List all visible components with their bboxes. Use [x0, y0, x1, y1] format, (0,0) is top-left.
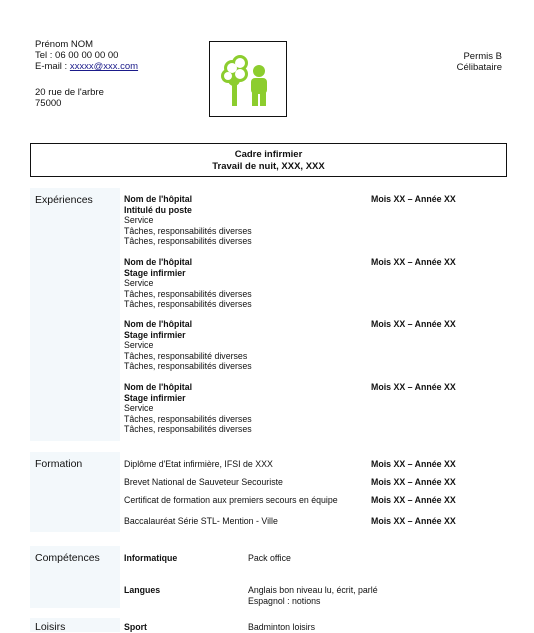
formation-item: Baccalauréat Série STL- Mention - Ville [124, 516, 278, 526]
address-block [35, 87, 104, 109]
formation-date: Mois XX – Année XX [371, 477, 456, 487]
permis: Permis B [463, 51, 502, 62]
experience-item: Nom de l'hôpital Stage infirmier Service Tâches, responsabilités diverses Tâches, responsabilités diverses [124, 257, 252, 309]
person-name: Prénom NOM [35, 39, 94, 50]
skill-value: Pack office [248, 553, 291, 563]
experiences-band [30, 188, 120, 441]
street: 20 rue de l'arbre [35, 87, 104, 98]
formation-date: Mois XX – Année XX [371, 495, 456, 505]
experience-item: Nom de l'hôpital Stage infirmier Service Tâches, responsabilités diverses Tâches, responsabilités diverses [124, 382, 252, 434]
formation-item: Brevet National de Sauveteur Secouriste [124, 477, 283, 487]
formation-item: Certificat de formation aux premiers secours en équipe [124, 495, 338, 505]
email-line: E-mail : xxxxx@xxx.com [35, 61, 139, 72]
formation-heading: Formation [35, 458, 83, 470]
skill-value: Anglais bon niveau lu, écrit, parlé Espagnol : notions [248, 585, 378, 606]
experiences-heading: Expériences [35, 194, 93, 206]
hobby-key: Sport [124, 622, 147, 632]
experience-date: Mois XX – Année XX [371, 319, 456, 329]
experience-item: Nom de l'hôpital Stage infirmier Service Tâches, responsabilité diverses Tâches, responsabilités diverses [124, 319, 252, 371]
marital-status: Célibataire [456, 62, 502, 73]
cv-subtitle: Travail de nuit, XXX, XXX [212, 160, 325, 172]
phone: Tel : 06 00 00 00 00 [35, 50, 119, 61]
postcode: 75000 [35, 98, 62, 109]
hobby-value: Badminton loisirs [248, 622, 315, 632]
skill-key: Langues [124, 585, 161, 595]
experience-item: Nom de l'hôpital Intitulé du poste Service Tâches, responsabilités diverses Tâches, responsabilités diverses [124, 194, 252, 246]
logo-image [209, 41, 287, 117]
formation-date: Mois XX – Année XX [371, 459, 456, 469]
skill-key: Informatique [124, 553, 178, 563]
experience-date: Mois XX – Année XX [371, 194, 456, 204]
competences-heading: Compétences [35, 552, 100, 564]
email-link[interactable]: xxxxx@xxx.com [69, 61, 139, 72]
cv-title: Cadre infirmier [234, 149, 303, 160]
formation-date: Mois XX – Année XX [371, 516, 456, 526]
experience-date: Mois XX – Année XX [371, 382, 456, 392]
experience-date: Mois XX – Année XX [371, 257, 456, 267]
contact-block [35, 39, 138, 72]
tree-person-icon [210, 42, 286, 116]
cv-title-box [30, 143, 507, 177]
loisirs-heading: Loisirs [35, 621, 66, 633]
formation-item: Diplôme d'Etat infirmière, IFSI de XXX [124, 459, 273, 469]
personal-info [457, 51, 502, 73]
